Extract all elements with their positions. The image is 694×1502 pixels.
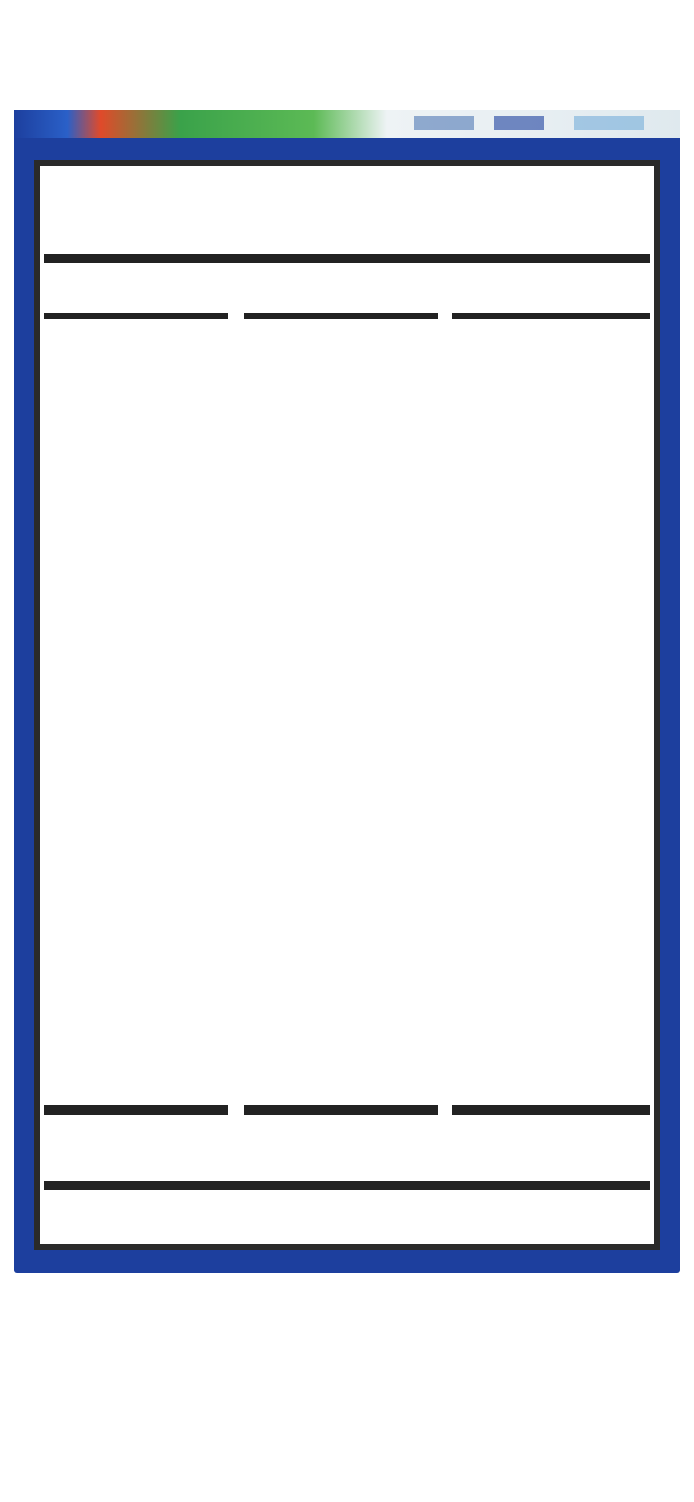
extra-serving-divider	[244, 1105, 438, 1115]
footnote-divider	[44, 1181, 650, 1190]
box-top-artwork	[14, 110, 680, 138]
label-col-divider	[44, 313, 228, 319]
day-col-divider	[452, 313, 650, 319]
facts-panel	[40, 166, 654, 1244]
extra-day-divider	[452, 1105, 650, 1115]
extra-label-divider	[44, 1105, 228, 1115]
header-divider	[44, 254, 650, 263]
serving-col-divider	[244, 313, 438, 319]
